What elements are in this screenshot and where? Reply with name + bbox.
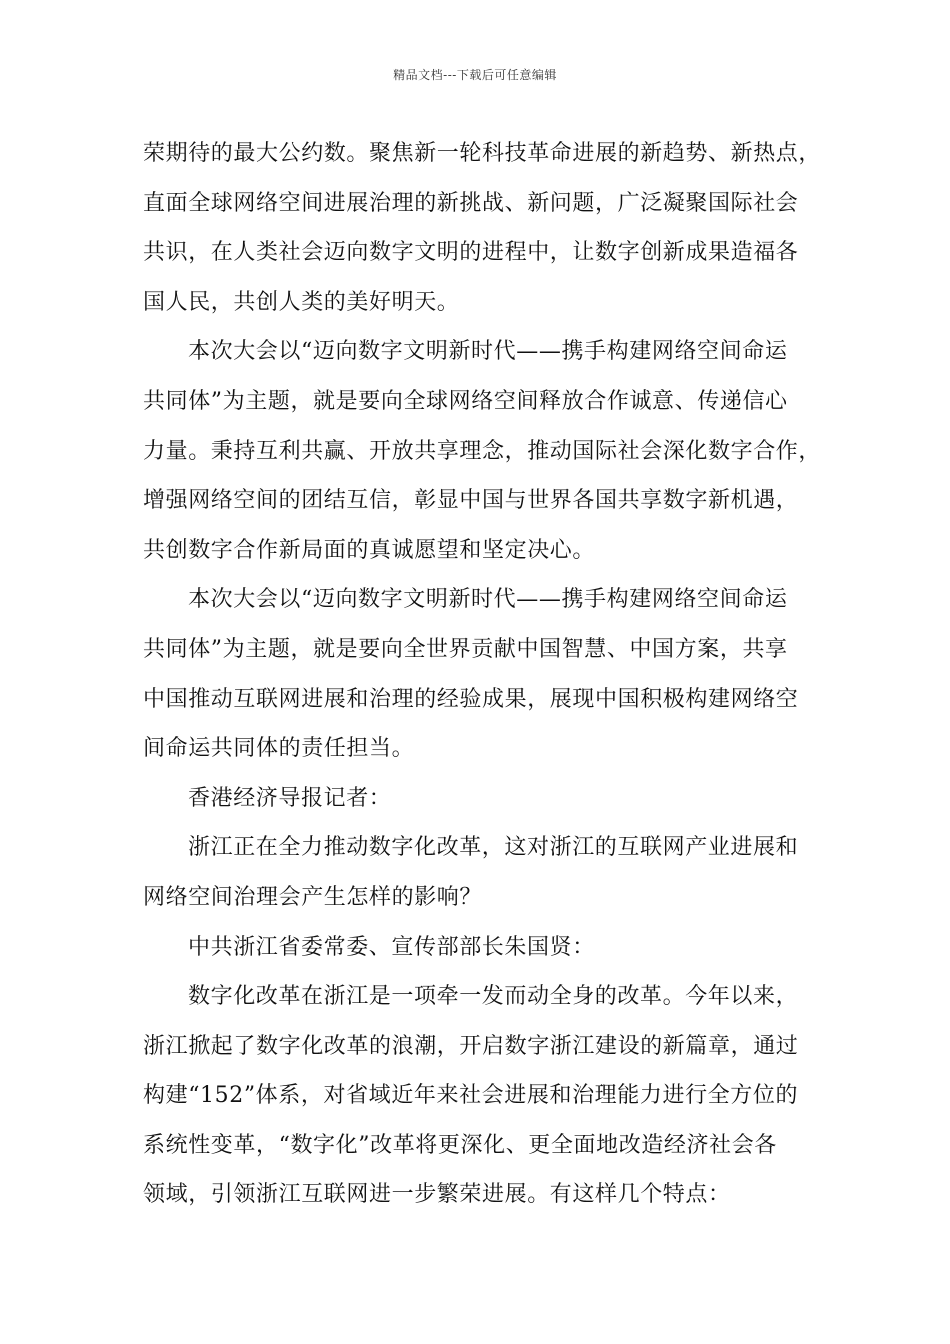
text-line: 浙江掀起了数字化改革的浪潮，开启数字浙江建设的新篇章，通过 — [143, 1033, 799, 1059]
text-line: 数字化改革在浙江是一项牵一发而动全身的改革。今年以来， — [188, 984, 799, 1010]
text-line: 直面全球网络空间进展治理的新挑战、新问题，广泛凝聚国际社会 — [143, 190, 799, 216]
text-line: 构建“152”体系，对省域近年来社会进展和治理能力进行全方位的 — [143, 1083, 799, 1109]
text-line: 网络空间治理会产生怎样的影响？ — [143, 884, 483, 910]
paragraph-6 — [143, 923, 823, 973]
text-line: 领域，引领浙江互联网进一步繁荣进展。有这样几个特点： — [143, 1182, 731, 1208]
text-line: 共创数字合作新局面的真诚愿望和坚定决心。 — [143, 537, 596, 563]
text-line: 香港经济导报记者： — [188, 785, 392, 811]
text-line: 共同体”为主题，就是要向全世界贡献中国智慧、中国方案，共享 — [143, 636, 788, 662]
text-line: 力量。秉持互利共赢、开放共享理念，推动国际社会深化数字合作， — [143, 438, 822, 464]
text-line: 荣期待的最大公约数。聚焦新一轮科技革命进展的新趋势、新热点， — [143, 141, 822, 166]
text-line: 本次大会以“迈向数字文明新时代——携手构建网络空间命运 — [188, 339, 788, 365]
text-line: 共识，在人类社会迈向数字文明的进程中，让数字创新成果造福各 — [143, 240, 799, 266]
text-line: 浙江正在全力推动数字化改革，这对浙江的互联网产业进展和 — [188, 835, 799, 861]
paragraph-5 — [143, 823, 823, 922]
text-line: 系统性变革，“数字化”改革将更深化、更全面地改造经济社会各 — [143, 1132, 777, 1158]
text-line: 间命运共同体的责任担当。 — [143, 736, 415, 762]
text-line: 本次大会以“迈向数字文明新时代——携手构建网络空间命运 — [188, 587, 788, 613]
document-body — [143, 129, 823, 1220]
text-line: 共同体”为主题，就是要向全球网络空间释放合作诚意、传递信心 — [143, 388, 788, 414]
paragraph-3 — [143, 575, 823, 773]
paragraph-7 — [143, 972, 823, 1220]
paragraph-4 — [143, 774, 823, 824]
text-line: 中国推动互联网进展和治理的经验成果，展现中国积极构建网络空 — [143, 686, 799, 712]
page-header: 精品文档---下载后可任意编辑 — [393, 68, 557, 82]
text-line: 国人民，共创人类的美好明天。 — [143, 289, 460, 315]
paragraph-2 — [143, 327, 823, 575]
paragraph-1 — [143, 129, 823, 327]
text-line: 中共浙江省委常委、宣传部部长朱国贤： — [188, 934, 595, 960]
text-line: 增强网络空间的团结互信，彰显中国与世界各国共享数字新机遇， — [143, 488, 799, 514]
